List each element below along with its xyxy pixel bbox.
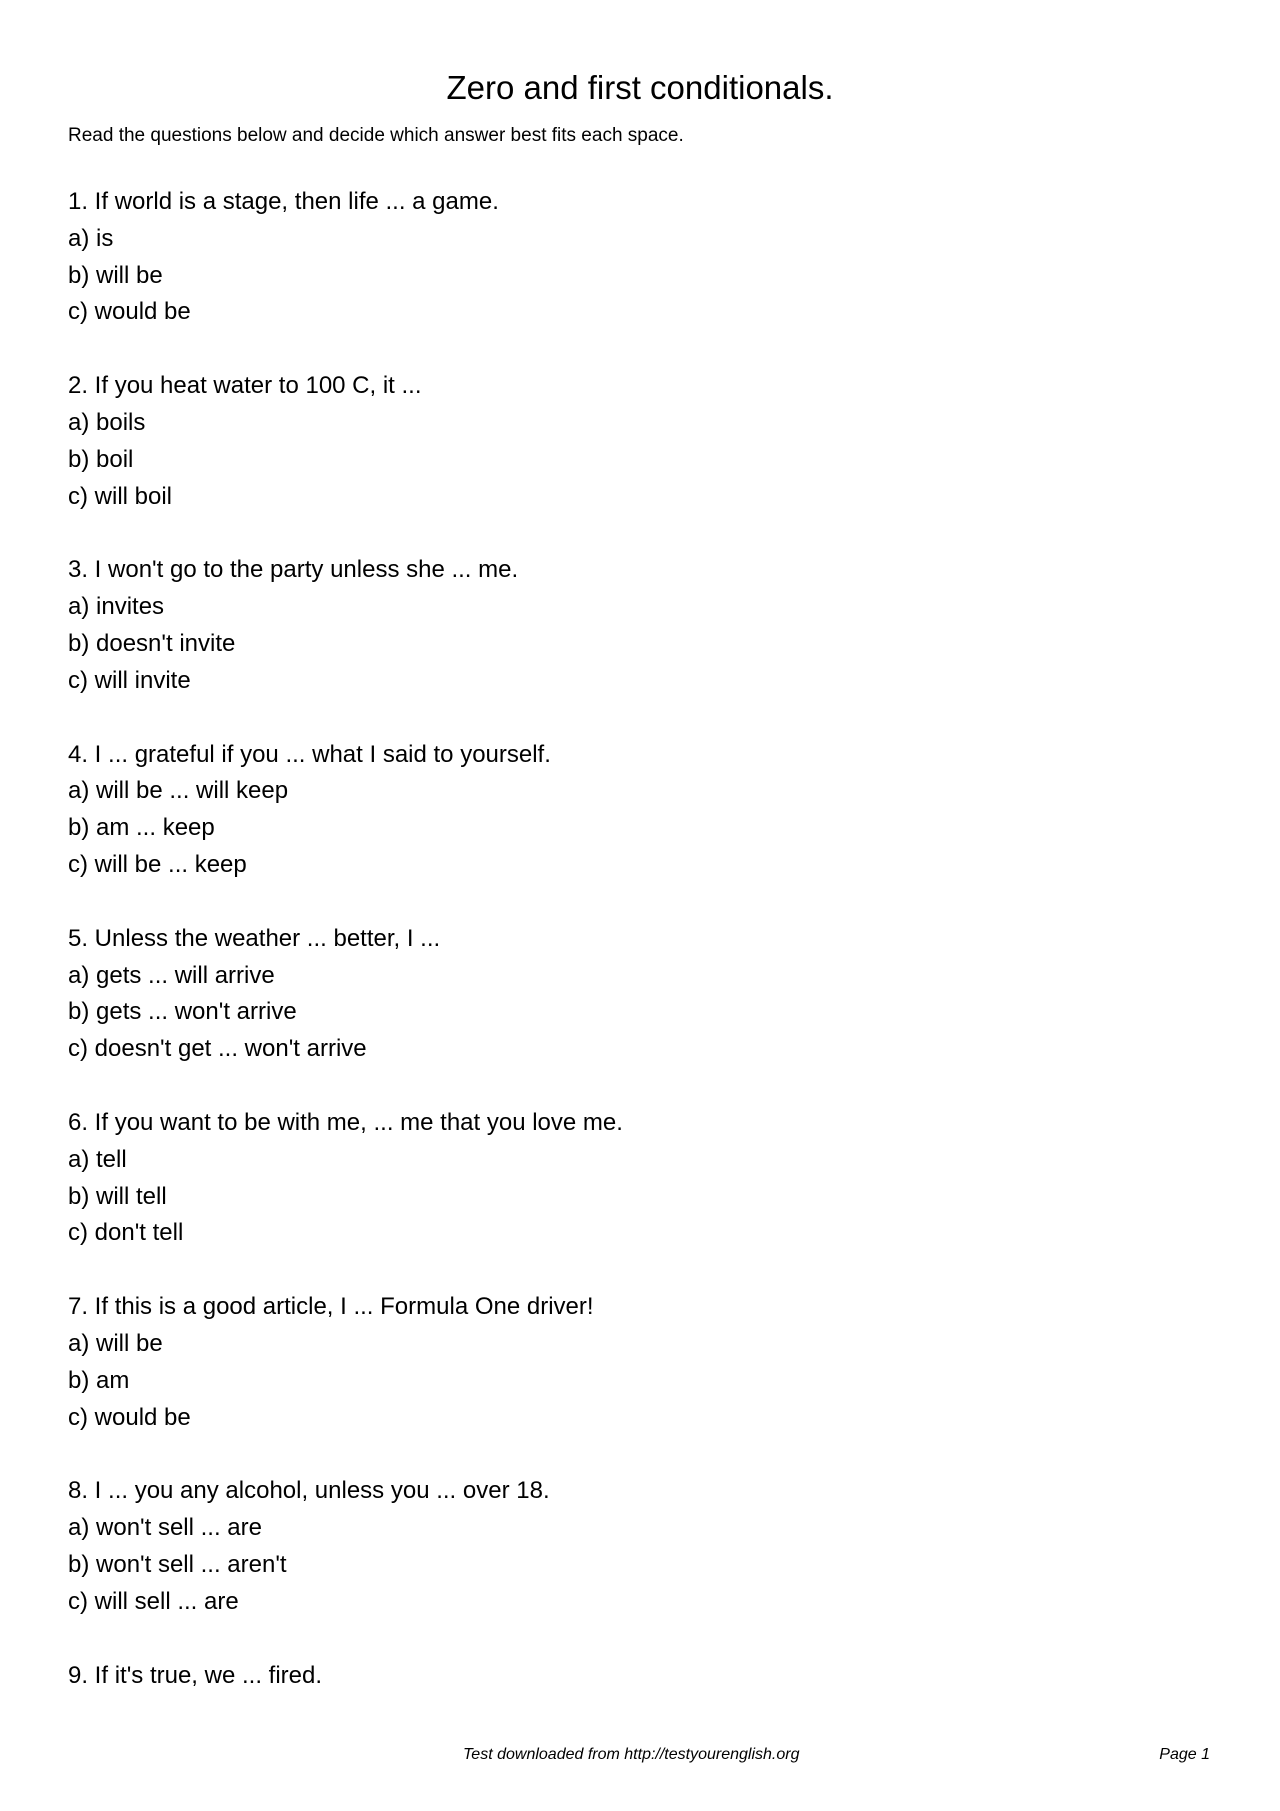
answer-option: c) will sell ... are <box>68 1587 239 1615</box>
question-1 <box>68 184 1208 331</box>
question-3 <box>68 552 1208 699</box>
question-text: 3. I won't go to the party unless she ... me. <box>68 556 519 584</box>
question-text: 6. If you want to be with me, ... me that you love me. <box>68 1108 623 1136</box>
answer-option: a) gets ... will arrive <box>68 961 275 989</box>
answer-option: b) doesn't invite <box>68 629 236 657</box>
question-text: 7. If this is a good article, I ... Formula One driver! <box>68 1293 594 1321</box>
answer-option: a) tell <box>68 1145 127 1173</box>
answer-option: b) boil <box>68 445 134 473</box>
answer-option: b) won't sell ... aren't <box>68 1550 287 1578</box>
answer-option: a) won't sell ... are <box>68 1514 262 1542</box>
question-4 <box>68 737 1208 884</box>
footer-source: Test downloaded from http://testyourenglish.org <box>463 1746 800 1763</box>
answer-option: a) will be ... will keep <box>68 777 289 805</box>
answer-option: b) will tell <box>68 1182 167 1210</box>
question-2 <box>68 368 1208 515</box>
answer-option: c) will be ... keep <box>68 850 247 878</box>
answer-option: c) would be <box>68 298 191 326</box>
answer-option: c) would be <box>68 1403 191 1431</box>
question-text: 4. I ... grateful if you ... what I said to yourself. <box>68 740 551 768</box>
question-list <box>68 184 1208 1731</box>
instructions: Read the questions below and decide which answer best fits each space. <box>68 125 684 146</box>
question-text: 1. If world is a stage, then life ... a game. <box>68 188 499 215</box>
page-title: Zero and first conditionals. <box>446 69 834 106</box>
answer-option: b) gets ... won't arrive <box>68 998 297 1026</box>
answer-option: b) am ... keep <box>68 814 215 842</box>
answer-option: b) am <box>68 1366 130 1394</box>
question-9 <box>68 1658 1208 1695</box>
answer-option: a) is <box>68 224 114 252</box>
question-text: 8. I ... you any alcohol, unless you ... over 18. <box>68 1477 550 1505</box>
answer-option: a) invites <box>68 593 165 621</box>
question-text: 9. If it's true, we ... fired. <box>68 1661 323 1689</box>
question-5 <box>68 921 1208 1068</box>
answer-option: a) boils <box>68 408 146 436</box>
answer-option: c) will invite <box>68 666 191 694</box>
answer-option: c) will boil <box>68 482 173 510</box>
question-7 <box>68 1289 1208 1436</box>
question-6 <box>68 1105 1208 1252</box>
question-text: 5. Unless the weather ... better, I ... <box>68 924 441 952</box>
answer-option: c) don't tell <box>68 1219 184 1247</box>
answer-option: c) doesn't get ... won't arrive <box>68 1035 367 1063</box>
question-8 <box>68 1473 1208 1620</box>
question-text: 2. If you heat water to 100 C, it ... <box>68 372 422 400</box>
page-number: Page 1 <box>1159 1746 1210 1763</box>
answer-option: a) will be <box>68 1329 163 1357</box>
answer-option: b) will be <box>68 261 163 289</box>
